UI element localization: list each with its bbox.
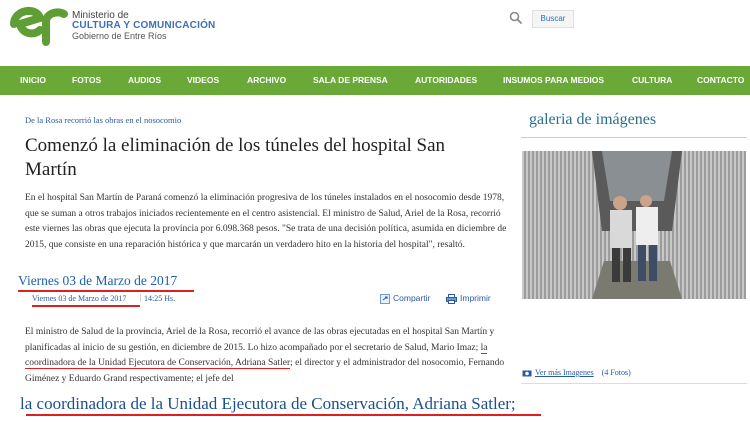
article-title: Comenzó la eliminación de los túneles del hospital San Martín [25, 135, 446, 180]
nav-item-audios[interactable]: AUDIOS [128, 75, 162, 85]
quote-callout: la coordinadora de la Unidad Ejecutora de Conservación, Adriana Satler; [20, 394, 516, 413]
article-date-underline [32, 305, 140, 307]
share-icon [380, 294, 390, 304]
nav-item-videos[interactable]: VIDEOS [187, 75, 220, 85]
camera-icon [522, 369, 532, 377]
nav-item-contacto[interactable]: CONTACTO [697, 75, 745, 85]
gallery-divider [521, 137, 747, 138]
article-body-start: El ministro de Salud de la provincia, Ariel de la Rosa, recorrió el avance de las obras ejecutadas en el hospital San Martín y planificadas al inicio de su gestión, en diciembre de 2015. Lo hizo acompañado por el secretario de Salud, Mario Imaz; [25, 327, 495, 353]
article-body-highlight: la coordinadora de la Unidad Ejecutora de Conservación, Adriana Satler [25, 342, 488, 368]
breadcrumb[interactable]: De la Rosa recorrió las obras en el nosocomio [25, 115, 182, 125]
logo-line-culture: CULTURA Y COMUNICACIÓN [72, 20, 216, 31]
nav-item-insumos[interactable]: INSUMOS PARA MEDIOS [503, 75, 605, 85]
print-link[interactable] [446, 293, 491, 304]
ministry-logo-icon[interactable] [6, 2, 70, 46]
nav-item-sala-de-prensa[interactable]: SALA DE PRENSA [313, 75, 388, 85]
main-nav [0, 66, 750, 95]
site-header [0, 0, 750, 66]
ministry-name [72, 11, 215, 41]
search-button[interactable]: Buscar [532, 10, 574, 28]
nav-item-inicio[interactable]: INICIO [20, 75, 46, 85]
logo-line-government: Gobierno de Entre Ríos [72, 31, 167, 41]
more-images-label: Ver más Imagenes [535, 368, 594, 377]
nav-item-autoridades[interactable]: AUTORIDADES [415, 75, 478, 85]
print-icon [446, 294, 457, 304]
logo-line-ministry: Ministerio de [72, 10, 129, 21]
nav-item-fotos[interactable]: FOTOS [72, 75, 102, 85]
share-link[interactable] [380, 293, 430, 304]
more-images-link[interactable] [522, 368, 631, 377]
nav-item-cultura[interactable]: CULTURA [632, 75, 673, 85]
photo-count: (4 Fotos) [601, 368, 631, 377]
gallery-title: galeria de imágenes [529, 111, 657, 128]
article-date: Viernes 03 de Marzo de 2017 [32, 294, 127, 303]
gallery-photo[interactable] [522, 151, 746, 299]
nav-item-archivo[interactable]: ARCHIVO [247, 75, 287, 85]
share-label: Compartir [393, 293, 431, 303]
article-body [25, 325, 510, 387]
date-callout-underline [18, 290, 194, 292]
gallery-bottom-divider [521, 383, 747, 384]
date-callout: Viernes 03 de Marzo de 2017 [18, 273, 178, 288]
article-time: 14:25 Hs. [144, 294, 176, 303]
date-time-separator: | [140, 293, 142, 302]
article-body-end: ; el director y el administrador del nosocomio, Fernando Giménez y Eduardo Grand respectivamente; el jefe del [25, 358, 505, 384]
article-lead: En el hospital San Martín de Paraná comenzó la eliminación progresiva de los túneles instalados en el nosocomio desde 1978, que se suman a otros trabajos iniciados recientemente en el centro asistencial. El ministro de Salud, Ariel de la Rosa, recorrió este viernes las obras que ejecuta la provincia por 6.098.368 pesos. "Se trata de una decisión política, asumida en diciembre de 2015, que consiste en una reparación histórica y que marcarán un verdadero hito en la historia del hospital", resaltó. [25, 193, 507, 250]
print-label: Imprimir [460, 293, 491, 303]
search-icon[interactable] [509, 11, 523, 25]
quote-callout-underline [26, 414, 541, 416]
